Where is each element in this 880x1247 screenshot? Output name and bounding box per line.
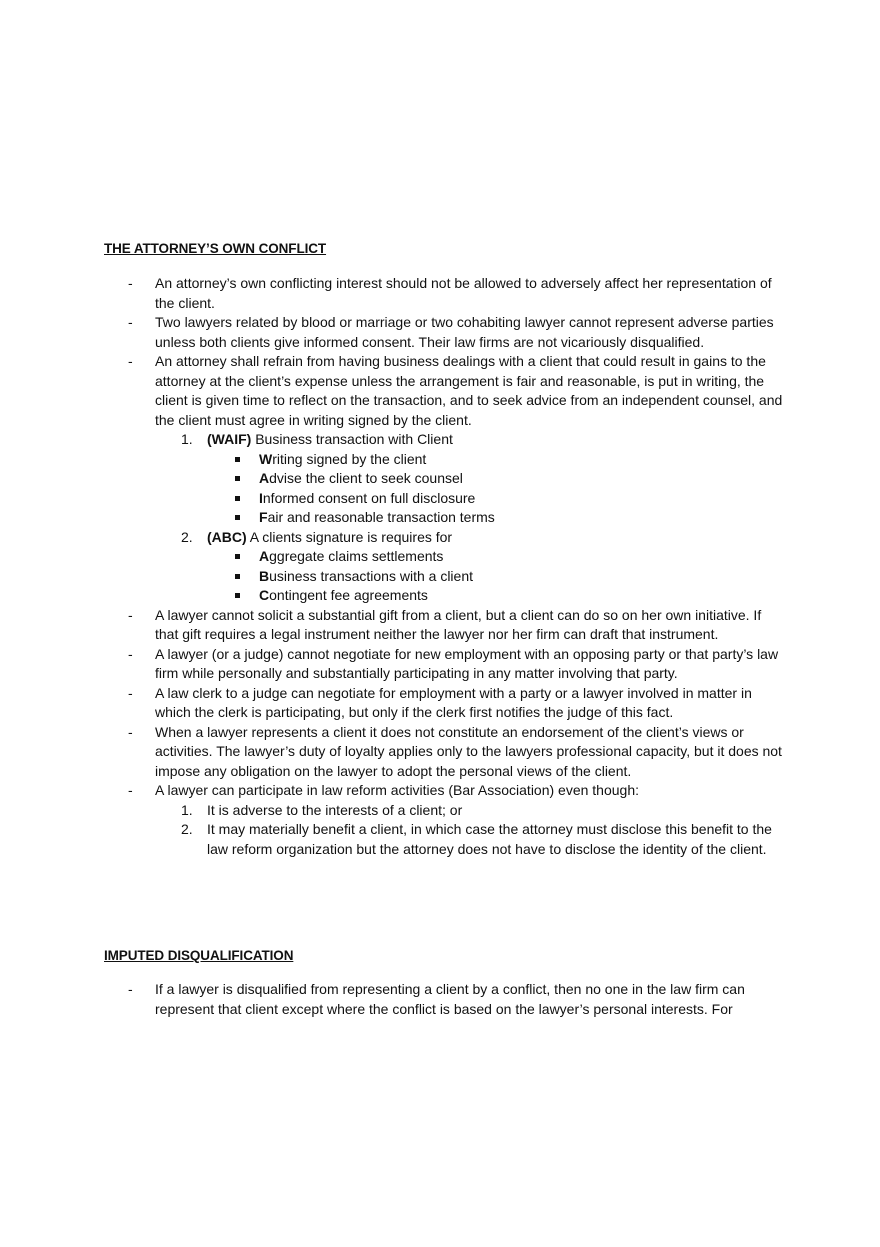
list-item <box>104 723 784 782</box>
mnemonic-rest: ggregate claims settlements <box>269 548 444 564</box>
dash-marker: - <box>128 606 133 623</box>
number-marker: 1. <box>181 431 193 447</box>
dash-marker: - <box>128 981 133 997</box>
dash-marker: - <box>128 314 133 330</box>
bullet-text: A lawyer can participate in law reform activities (Bar Association) even though: <box>155 782 640 798</box>
list-item <box>207 567 784 587</box>
list-item <box>207 469 784 489</box>
dash-marker: - <box>128 353 133 369</box>
bullet-text: An attorney’s own conflicting interest should not be allowed to adversely affect her representation of the client. <box>155 275 772 311</box>
square-bullet-icon <box>235 554 240 559</box>
list-item <box>155 528 784 606</box>
dash-marker: - <box>128 723 133 740</box>
mnemonic-acronym: (WAIF) <box>207 431 252 447</box>
mnemonic-initial: I <box>259 489 263 506</box>
bullet-text: If a lawyer is disqualified from representing a client by a conflict, then no one in the law firm can represent that client except where the conflict is based on the lawyer’s personal interests. For <box>155 981 745 1017</box>
dash-marker: - <box>128 782 133 798</box>
mnemonic-title: A clients signature is requires for <box>246 528 453 545</box>
mnemonic-acronym: (ABC) <box>207 528 247 545</box>
list-item <box>104 645 784 684</box>
number-marker: 2. <box>181 821 193 837</box>
mnemonic-items <box>207 450 784 528</box>
mnemonic-items <box>207 547 784 606</box>
mnemonic-initial: F <box>259 509 268 525</box>
list-item <box>104 274 784 313</box>
condition-text: It may materially benefit a client, in which case the attorney must disclose this benefit to the law reform organization but the attorney does not have to disclose the identity of the client. <box>207 821 772 857</box>
mnemonic-rest: nformed consent on full disclosure <box>262 489 476 506</box>
list-item <box>155 801 784 821</box>
mnemonic-rest: usiness transactions with a client <box>269 567 473 584</box>
list-item <box>155 820 784 859</box>
number-marker: 1. <box>181 801 193 818</box>
mnemonic-title: Business transaction with Client <box>251 431 453 447</box>
dash-marker: - <box>128 645 133 662</box>
law-reform-conditions <box>155 801 784 860</box>
bullet-text: A lawyer (or a judge) cannot negotiate for new employment with an opposing party or that party’s law firm while personally and substantially participating in any matter involving that party. <box>155 645 779 681</box>
square-bullet-icon <box>235 515 240 520</box>
list-item <box>104 352 784 606</box>
list-item <box>104 606 784 645</box>
square-bullet-icon <box>235 476 240 481</box>
mnemonic-rest: riting signed by the client <box>272 450 427 467</box>
mnemonic-initial: W <box>259 450 273 467</box>
attorney-conflict-list <box>104 274 784 859</box>
number-marker: 2. <box>181 528 193 545</box>
mnemonic-initial: C <box>259 587 270 603</box>
mnemonic-rest: air and reasonable transaction terms <box>267 509 495 525</box>
list-item <box>207 586 784 606</box>
list-item <box>207 489 784 509</box>
mnemonic-rest: ontingent fee agreements <box>269 587 428 603</box>
section-heading-imputed-disqualification: IMPUTED DISQUALIFICATION <box>104 948 294 963</box>
mnemonic-initial: B <box>259 567 270 584</box>
list-item <box>207 508 784 528</box>
list-item <box>104 684 784 723</box>
dash-marker: - <box>128 275 133 291</box>
bullet-text: When a lawyer represents a client it does not constitute an endorsement of the client’s views or activities. The lawyer’s duty of loyalty applies only to the lawyers professional capacity, but it does not impose any obligation on the lawyer to adopt the personal views of the client. <box>155 723 782 779</box>
list-item <box>207 547 784 567</box>
list-item <box>155 430 784 528</box>
list-item <box>104 781 784 859</box>
list-item <box>207 450 784 470</box>
mnemonic-list <box>155 430 784 606</box>
mnemonic-rest: dvise the client to seek counsel <box>269 470 463 486</box>
section-heading-attorneys-own-conflict: THE ATTORNEY’S OWN CONFLICT <box>104 241 327 256</box>
square-bullet-icon <box>235 593 240 598</box>
dash-marker: - <box>128 684 133 701</box>
square-bullet-icon <box>235 574 240 579</box>
imputed-disqualification-list <box>104 980 784 1019</box>
square-bullet-icon <box>235 496 240 501</box>
list-item <box>104 313 784 352</box>
bullet-text: An attorney shall refrain from having business dealings with a client that could result in gains to the attorney at the client’s expense unless the arrangement is fair and reasonable, is put in writing, the client is given time to reflect on the transaction, and to seek advice from an independent counsel, and the client must agree in writing signed by the client. <box>155 353 783 428</box>
bullet-text: A lawyer cannot solicit a substantial gift from a client, but a client can do so on her own initiative. If that gift requires a legal instrument neither the lawyer nor her firm can draft that instrument. <box>155 606 762 642</box>
bullet-text: Two lawyers related by blood or marriage or two cohabiting lawyer cannot represent adverse parties unless both clients give informed consent. Their law firms are not vicariously disqualified. <box>155 314 774 350</box>
list-item <box>104 980 784 1019</box>
bullet-text: A law clerk to a judge can negotiate for employment with a party or a lawyer involved in matter in which the clerk is participating, but only if the clerk first notifies the judge of this fact. <box>155 684 752 720</box>
condition-text: It is adverse to the interests of a client; or <box>207 801 463 818</box>
square-bullet-icon <box>235 457 240 462</box>
mnemonic-initial: A <box>259 548 270 564</box>
mnemonic-initial: A <box>259 470 270 486</box>
